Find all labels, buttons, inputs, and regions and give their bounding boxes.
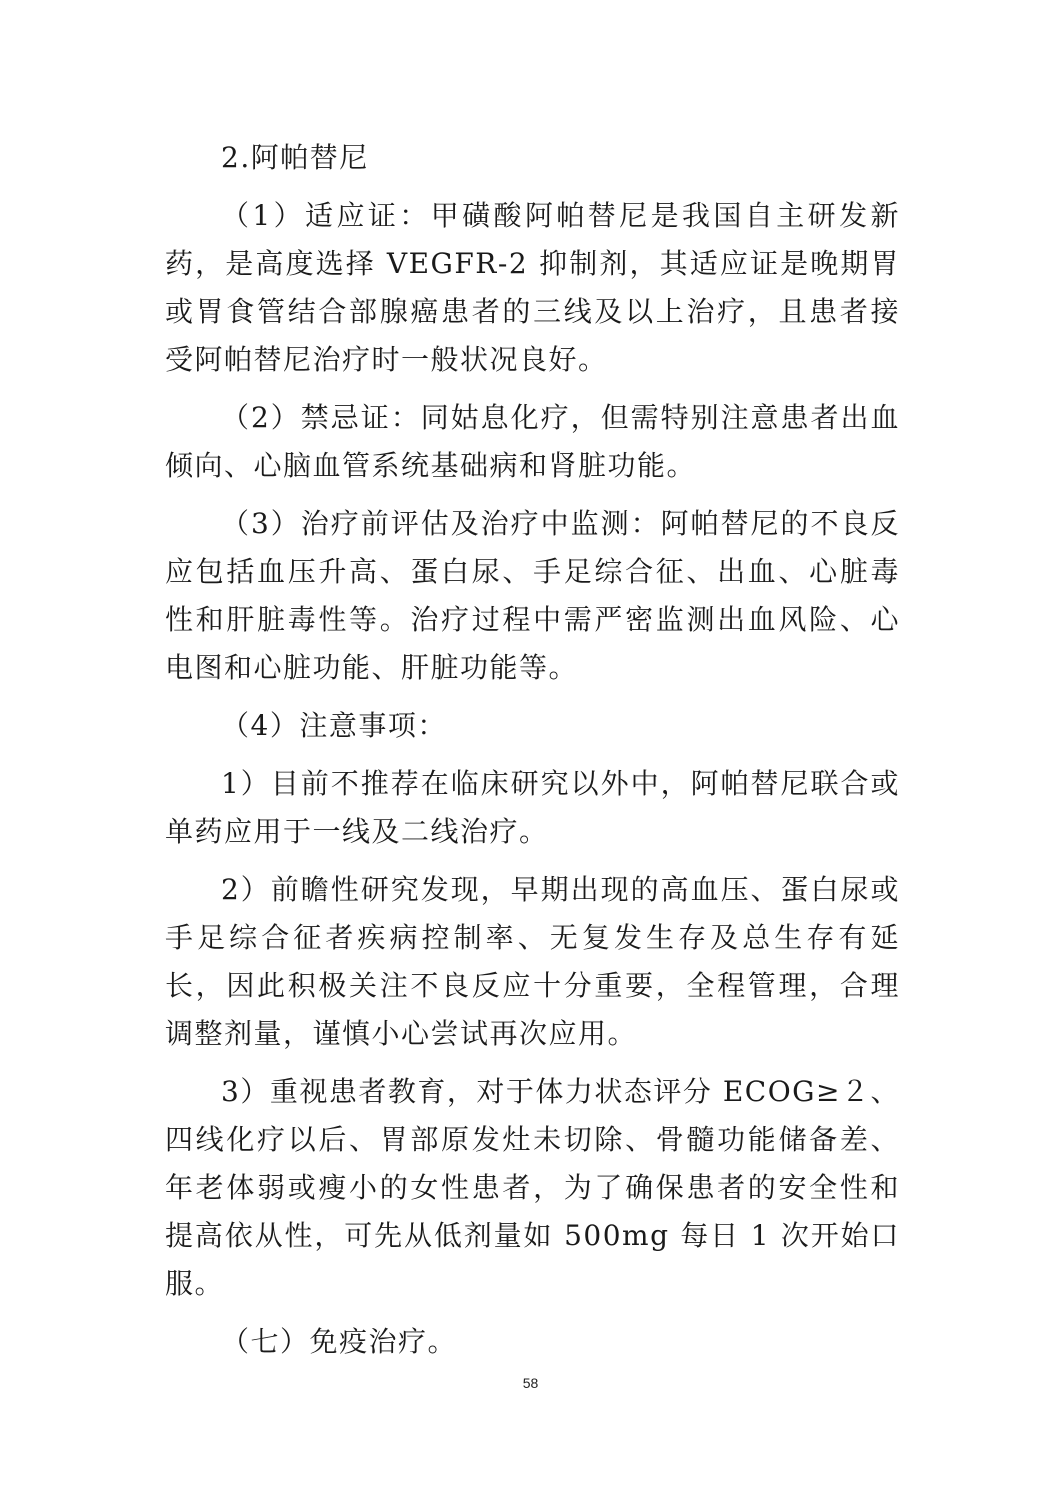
document-body: [165, 134, 900, 1376]
paragraph-contraindications: （2）禁忌证：同姑息化疗，但需特别注意患者出血倾向、心脑血管系统基础病和肾脏功能。: [165, 401, 900, 482]
section-heading-apatinib: 2.阿帕替尼: [221, 141, 369, 174]
section-heading-immunotherapy: （七）免疫治疗。: [221, 1325, 458, 1358]
paragraph-monitoring: （3）治疗前评估及治疗中监测：阿帕替尼的不良反应包括血压升高、蛋白尿、手足综合征、出血、心脏毒性和肝脏毒性等。治疗过程中需严密监测出血风险、心电图和心脏功能、肝脏功能等。: [165, 507, 900, 684]
paragraph-note-2: 2）前瞻性研究发现，早期出现的高血压、蛋白尿或手足综合征者疾病控制率、无复发生存及总生存有延长，因此积极关注不良反应十分重要，全程管理，合理调整剂量，谨慎小心尝试再次应用。: [165, 873, 900, 1050]
paragraph-note-3: 3）重视患者教育，对于体力状态评分 ECOG≥２、四线化疗以后、胃部原发灶未切除、骨髓功能储备差、年老体弱或瘦小的女性患者，为了确保患者的安全性和提高依从性，可先从低剂量如 500mg 每日 1 次开始口服。: [165, 1075, 900, 1300]
paragraph-notes-heading: （4）注意事项：: [221, 709, 447, 742]
paragraph-indications: （1）适应证：甲磺酸阿帕替尼是我国自主研发新药，是高度选择 VEGFR-2 抑制剂，其适应证是晚期胃或胃食管结合部腺癌患者的三线及以上治疗，且患者接受阿帕替尼治疗时一般状况良好。: [165, 199, 900, 376]
paragraph-note-1: 1）目前不推荐在临床研究以外中，阿帕替尼联合或单药应用于一线及二线治疗。: [165, 767, 900, 848]
page-number: 58: [522, 1375, 539, 1391]
